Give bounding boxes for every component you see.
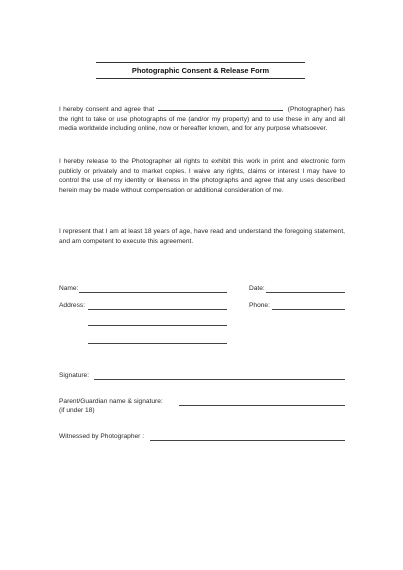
date-label: Date: (249, 285, 265, 292)
witness-label: Witnessed by Photographer : (59, 433, 145, 440)
witness-field-line[interactable] (150, 440, 345, 441)
signature-label: Signature: (59, 372, 90, 379)
title-top-rule (96, 62, 305, 63)
address-field-line-2[interactable] (88, 325, 227, 326)
address-field-line-1[interactable] (88, 309, 227, 310)
form-title: Photographic Consent & Release Form (131, 66, 270, 75)
phone-label: Phone: (249, 302, 270, 309)
release-paragraph: I hereby release to the Photographer all rights to exhibit this work in print and electronic form publicly or privately and to market copies. I waive any rights, claims or interest I may have to control the use of my identity or likeness in the photographs and agree that any uses described herein may be made without compensation or additional consideration of me. (59, 158, 345, 194)
age-paragraph: I represent that I am at least 18 years of age, have read and understand the foregoing statement, and am competent to execute this agreement. (59, 228, 345, 245)
date-field-line[interactable] (266, 292, 345, 293)
title-bottom-rule (96, 78, 305, 79)
signature-field-line[interactable] (94, 379, 345, 380)
guardian-field-line[interactable] (179, 405, 345, 406)
consent-paragraph (59, 104, 345, 134)
consent-text-start: I hereby consent and agree that (59, 106, 155, 113)
name-label: Name: (59, 285, 79, 292)
address-label: Address: (59, 302, 86, 309)
photographer-name-blank[interactable] (158, 104, 283, 111)
address-field-line-3[interactable] (88, 343, 227, 344)
guardian-label: Parent/Guardian name & signature: (59, 398, 163, 405)
guardian-note: (if under 18) (59, 407, 95, 414)
phone-field-line[interactable] (272, 309, 345, 310)
consent-text-end: (Photographer) has the right to take or use photographs of me (and/or my property) and to use these in any and all media worldwide including online, now or hereafter known, and for any purpose whatsoever. (59, 106, 345, 132)
name-field-line[interactable] (79, 292, 227, 293)
